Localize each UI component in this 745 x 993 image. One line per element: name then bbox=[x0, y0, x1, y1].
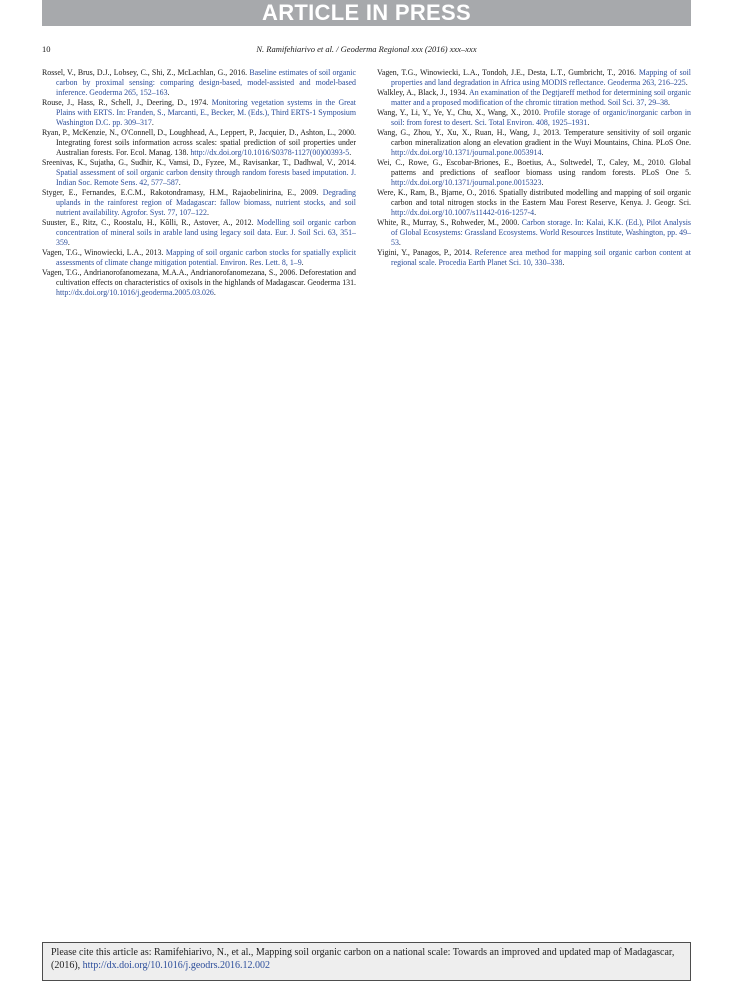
reference-tail: . bbox=[213, 288, 216, 297]
page-number: 10 bbox=[42, 44, 51, 54]
reference-tail: . bbox=[587, 118, 590, 127]
reference-entry bbox=[42, 218, 356, 248]
reference-link[interactable]: http://dx.doi.org/10.1371/journal.pone.0015323 bbox=[391, 178, 542, 187]
reference-link[interactable]: An examination of the Degtjareff method for determining soil organic matter and a proposed modification of the chromic titration method. Soil Sci. 37, 29–38 bbox=[391, 88, 691, 107]
references-right-column bbox=[377, 68, 691, 268]
reference-tail: . bbox=[178, 178, 181, 187]
reference-tail: . bbox=[151, 118, 154, 127]
reference-link[interactable]: http://dx.doi.org/10.1371/journal.pone.0053914 bbox=[391, 148, 542, 157]
reference-link[interactable]: Monitoring vegetation systems in the Great Plains with ERTS. In: Franden, S., Marcanti, E., Becker, M. (Eds.), Third ERTS-1 Symposium Washington D.C. pp. 309–317 bbox=[56, 98, 356, 127]
reference-entry bbox=[42, 128, 356, 158]
reference-text: Vagen, T.G., Winowiecki, L.A., Tondoh, J.E., Desta, L.T., Gumbricht, T., 2016. bbox=[377, 68, 639, 77]
citation-text: Please cite this article as: Ramifehiarivo, N., et al., Mapping soil organic carbon on a national scale: Towards an improved and updated map of Madagascar, (2016), bbox=[51, 947, 675, 971]
reference-text: Wang, G., Zhou, Y., Xu, X., Ruan, H., Wang, J., 2013. Temperature sensitivity of soil organic carbon mineralization along an elevation gradient in the Wuyi Mountains, China. PLoS One. bbox=[377, 128, 691, 147]
reference-text: Were, K., Ram, B., Bjarne, O., 2016. Spatially distributed modelling and mapping of soil organic carbon and total nitrogen stocks in the Eastern Mau Forest Reserve, Kenya. J. Geogr. Sci. bbox=[377, 188, 691, 207]
reference-link[interactable]: Mapping of soil properties and land degradation in Africa using MODIS reflectance. Geoderma 263, 216–225 bbox=[391, 68, 691, 87]
reference-text: Suuster, E., Ritz, C., Roostalu, H., Kõlli, R., Astover, A., 2012. bbox=[42, 218, 257, 227]
reference-text: Yigini, Y., Panagos, P., 2014. bbox=[377, 248, 475, 257]
reference-text: White, R., Murray, S., Rohweder, M., 2000. bbox=[377, 218, 522, 227]
reference-tail: . bbox=[541, 178, 544, 187]
reference-tail: . bbox=[301, 258, 304, 267]
reference-tail: . bbox=[398, 238, 401, 247]
running-head: N. Ramifehiarivo et al. / Geoderma Regional xxx (2016) xxx–xxx bbox=[256, 44, 477, 54]
reference-tail: . bbox=[541, 148, 544, 157]
citation-doi-link[interactable]: http://dx.doi.org/10.1016/j.geodrs.2016.12.002 bbox=[82, 959, 270, 971]
reference-tail: . bbox=[206, 208, 209, 217]
reference-text: Rouse, J., Hass, R., Schell, J., Deering, D., 1974. bbox=[42, 98, 212, 107]
reference-entry bbox=[377, 88, 691, 108]
reference-tail: . bbox=[67, 238, 70, 247]
reference-link[interactable]: Reference area method for mapping soil organic carbon content at regional scale. Procedia Earth Planet Sci. 10, 330–338 bbox=[391, 248, 691, 267]
reference-link[interactable]: http://dx.doi.org/10.1016/S0378-1127(00)00393-5 bbox=[190, 148, 350, 157]
reference-entry bbox=[42, 158, 356, 188]
reference-text: Wang, Y., Li, Y., Ye, Y., Chu, X., Wang, X., 2010. bbox=[377, 108, 544, 117]
reference-link[interactable]: http://dx.doi.org/10.1016/j.geoderma.2005.03.026 bbox=[56, 288, 214, 297]
reference-link[interactable]: Mapping of soil organic carbon stocks for spatially explicit assessments of climate change mitigation potential. Environ. Res. Lett. 8, 1–9 bbox=[56, 248, 357, 267]
reference-text: Wei, C., Rowe, G., Escobar-Briones, E., Boetius, A., Soltwedel, T., Caley, M., 2010. Global patterns and predictions of seafloor biomass using random forests. PLoS One 5. bbox=[377, 158, 691, 177]
article-in-press-banner: ARTICLE IN PRESS bbox=[42, 0, 691, 26]
reference-link[interactable]: Degrading uplands in the rainforest region of Madagascar: fallow biomass, nutrient stocks, and soil nutrient availability. Agrofor. Syst. 77, 107–122 bbox=[56, 188, 356, 217]
reference-text: Styger, E., Fernandes, E.C.M., Rakotondramasy, H.M., Rajaobelinirina, E., 2009. bbox=[42, 188, 323, 197]
reference-entry bbox=[377, 68, 691, 88]
reference-link[interactable]: Spatial assessment of soil organic carbon density through random forests based imputation. J. Indian Soc. Remote Sens. 42, 577–587 bbox=[56, 168, 356, 187]
reference-link[interactable]: Baseline estimates of soil organic carbon by proximal sensing: comparing design-based, model-assisted and model-based inference. Geoderma 265, 152–163 bbox=[56, 68, 356, 97]
reference-tail: . bbox=[349, 148, 352, 157]
reference-link[interactable]: Modelling soil organic carbon concentration of mineral soils in arable land using legacy soil data. Eur. J. Soil Sci. 63, 351–359 bbox=[56, 218, 356, 247]
reference-text: Walkley, A., Black, J., 1934. bbox=[377, 88, 469, 97]
reference-tail: . bbox=[167, 88, 170, 97]
reference-text: Ryan, P., McKenzie, N., O'Connell, D., Loughhead, A., Leppert, P., Jacquier, D., Ashton, L., 2000. Integrating forest soils information across scales: spatial prediction of soil properties under Australian forests. For. Ecol. Manag. 138. bbox=[42, 128, 356, 157]
reference-tail: . bbox=[685, 78, 688, 87]
reference-text: Rossel, V., Brus, D.J., Lobsey, C., Shi, Z., McLachlan, G., 2016. bbox=[42, 68, 250, 77]
reference-entry bbox=[42, 268, 356, 298]
reference-entry bbox=[377, 188, 691, 218]
reference-entry bbox=[42, 248, 356, 268]
reference-entry bbox=[377, 248, 691, 268]
reference-entry bbox=[377, 158, 691, 188]
reference-entry bbox=[42, 188, 356, 218]
reference-text: Vagen, T.G., Winowiecki, L.A., 2013. bbox=[42, 248, 166, 257]
references-left-column bbox=[42, 68, 356, 298]
reference-entry bbox=[377, 218, 691, 248]
reference-entry bbox=[42, 68, 356, 98]
reference-link[interactable]: http://dx.doi.org/10.1007/s11442-016-1257-4 bbox=[391, 208, 535, 217]
reference-link[interactable]: Profile storage of organic/inorganic carbon in soil: from forest to desert. Sci. Total Environ. 408, 1925–1931 bbox=[391, 108, 692, 127]
reference-tail: . bbox=[562, 258, 565, 267]
reference-text: Sreenivas, K., Sujatha, G., Sudhir, K., Vamsi, D., Fyzee, M., Ravisankar, T., Dadhwal, V., 2014. bbox=[42, 158, 356, 167]
reference-text: Vagen, T.G., Andrianorofanomezana, M.A.A., Andrianorofanomezana, S., 2006. Deforestation and cultivation effects on characteristics of oxisols in the highlands of Madagascar. Geoderma 131. bbox=[42, 268, 356, 287]
reference-entry bbox=[42, 98, 356, 128]
reference-entry bbox=[377, 108, 691, 128]
reference-entry bbox=[377, 128, 691, 158]
citation-box bbox=[42, 942, 691, 981]
reference-link[interactable]: Carbon storage. In: Kalai, K.K. (Ed.), Pilot Analysis of Global Ecosystems: Grassland Ecosystems. World Resources Institute, Washington, pp. 49–53 bbox=[391, 218, 691, 247]
reference-tail: . bbox=[534, 208, 537, 217]
reference-tail: . bbox=[668, 98, 670, 107]
